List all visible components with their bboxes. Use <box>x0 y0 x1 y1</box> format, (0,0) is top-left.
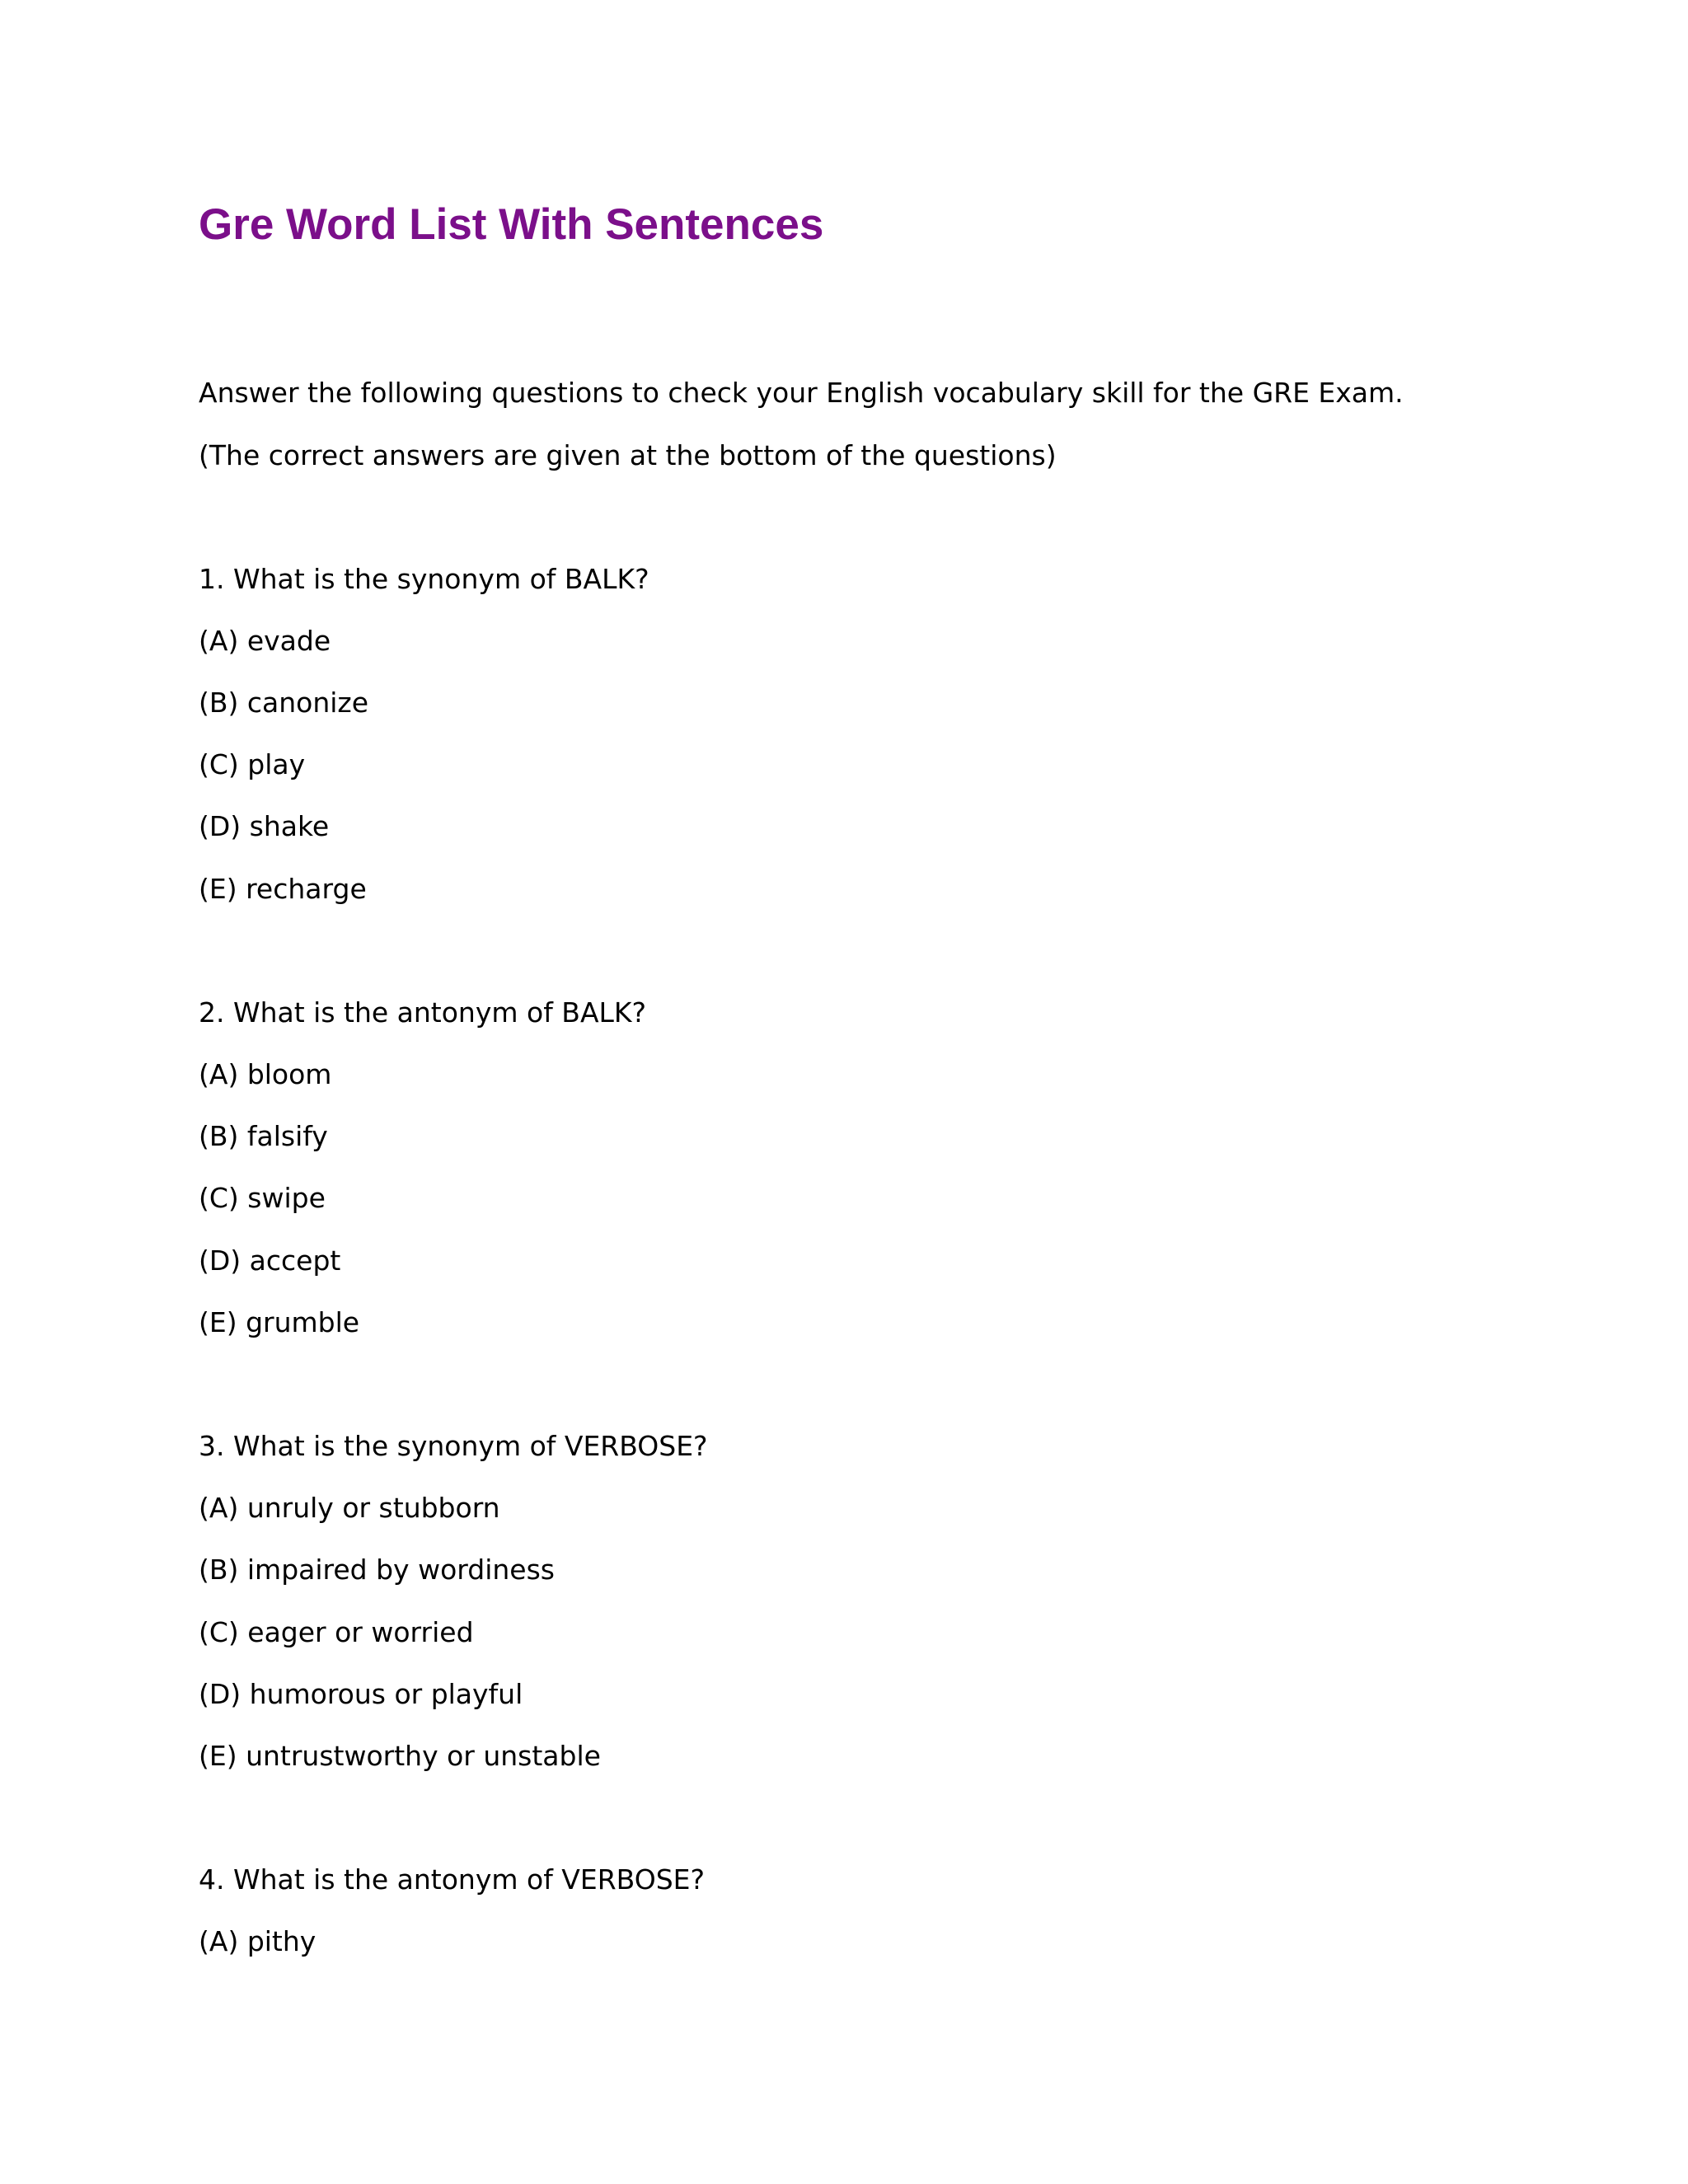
answer-option: (B) impaired by wordiness <box>199 1554 555 1586</box>
answer-option: (D) accept <box>199 1244 341 1277</box>
answer-option: (D) shake <box>199 810 330 842</box>
answer-option: (E) untrustworthy or unstable <box>199 1740 601 1772</box>
intro-text: Answer the following questions to check your English vocabulary skill for the GRE Exam. <box>199 377 1404 409</box>
answer-option: (A) unruly or stubborn <box>199 1492 500 1524</box>
answer-option: (B) falsify <box>199 1120 328 1152</box>
document-title: Gre Word List With Sentences <box>199 200 824 249</box>
question-prompt: 2. What is the antonym of BALK? <box>199 996 647 1029</box>
answers-note: (The correct answers are given at the bottom of the questions) <box>199 439 1057 471</box>
answer-option: (C) eager or worried <box>199 1616 474 1648</box>
question-prompt: 3. What is the synonym of VERBOSE? <box>199 1430 708 1462</box>
answer-option: (A) bloom <box>199 1058 332 1090</box>
answer-option: (E) recharge <box>199 873 367 905</box>
answer-option: (C) play <box>199 748 306 780</box>
answer-option: (A) evade <box>199 625 331 657</box>
answer-option: (B) canonize <box>199 687 369 719</box>
answer-option: (A) pithy <box>199 1925 316 1957</box>
answer-option: (D) humorous or playful <box>199 1678 523 1710</box>
answer-option: (E) grumble <box>199 1306 360 1338</box>
answer-option: (C) swipe <box>199 1182 326 1214</box>
question-prompt: 1. What is the synonym of BALK? <box>199 563 649 595</box>
question-prompt: 4. What is the antonym of VERBOSE? <box>199 1863 706 1896</box>
